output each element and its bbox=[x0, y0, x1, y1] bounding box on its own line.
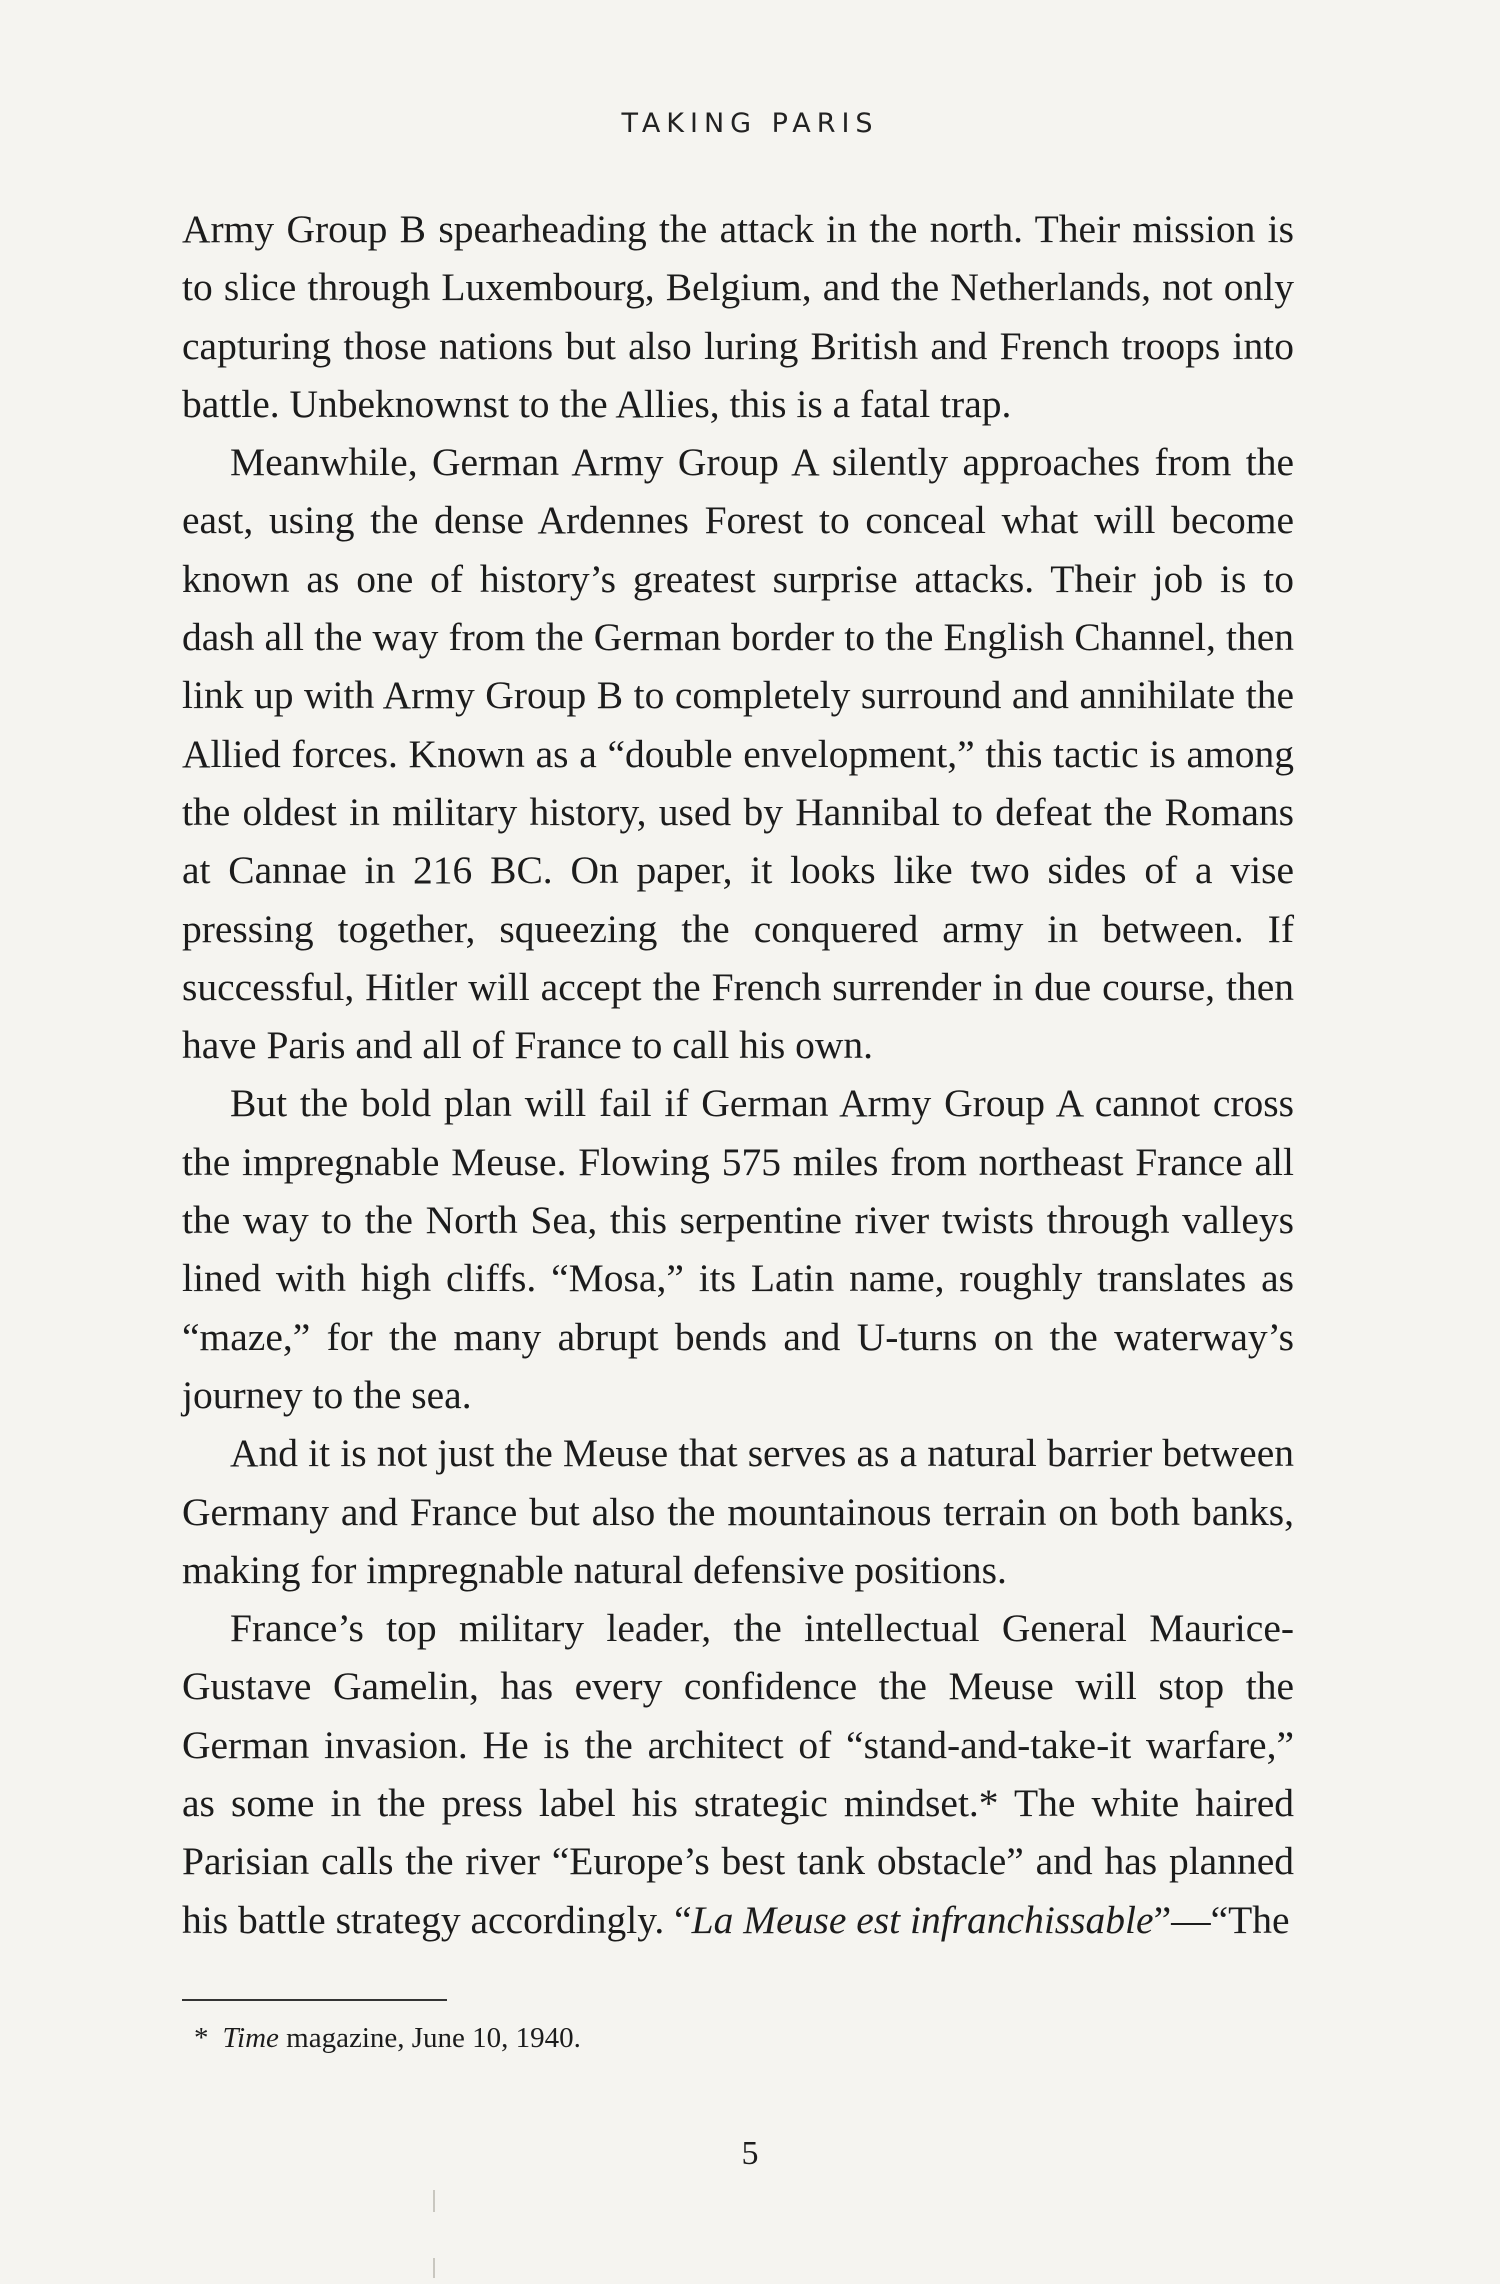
scan-mark bbox=[433, 2190, 435, 2212]
paragraph-5-text: France’s top military leader, the intellectual General Maurice-Gustave Gamelin, has every confidence the Meuse will stop the German invasion. He is the architect of “stand-and-take-it warfare,” as some in the press label his strategic mindset.* The white haired Parisian calls the river “Europe’s best tank obstacle” and has planned his battle strategy accordingly. “ bbox=[182, 1606, 1294, 1942]
footnote-italic: Time bbox=[222, 2022, 279, 2054]
footnote bbox=[194, 2018, 581, 2058]
paragraph-4: And it is not just the Meuse that serves as a natural barrier between Germany and France but also the mountainous terrain on both banks, making for impregnable natural defensive positions. bbox=[182, 1431, 1294, 1592]
paragraph-1: Army Group B spearheading the attack in the north. Their mission is to slice through Luxembourg, Belgium, and the Netherlands, not only capturing those nations but also luring British and French troops into battle. Unbeknownst to the Allies, this is a fatal trap. bbox=[182, 207, 1294, 426]
page-number: 5 bbox=[741, 2135, 759, 2172]
paragraph-5 bbox=[182, 1599, 1294, 1949]
footnote-text: magazine, June 10, 1940. bbox=[278, 2022, 581, 2054]
body-text bbox=[182, 200, 1294, 1949]
footnote-rule bbox=[182, 1999, 447, 2001]
paragraph-2: Meanwhile, German Army Group A silently approaches from the east, using the dense Ardennes Forest to conceal what will become known as one of history’s greatest surprise attacks. Their job is to dash all the way from the German border to the English Channel, then link up with Army Group B to completely surround and annihilate the Allied forces. Known as a “double envelopment,” this tactic is among the oldest in military history, used by Hannibal to defeat the Romans at Cannae in 216 BC. On paper, it looks like two sides of a vise pressing together, squeezing the conquered army in between. If successful, Hitler will accept the French surrender in due course, then have Paris and all of France to call his own. bbox=[182, 440, 1294, 1068]
paragraph-3: But the bold plan will fail if German Army Group A cannot cross the impregnable Meuse. Flowing 575 miles from northeast France all the way to the North Sea, this serpentine river twists through valleys lined with high cliffs. “Mosa,” its Latin name, roughly translates as “maze,” for the many abrupt bends and U-turns on the waterway’s journey to the sea. bbox=[182, 1081, 1294, 1417]
running-head: TAKING PARIS bbox=[621, 108, 879, 139]
scan-mark bbox=[433, 2258, 435, 2278]
paragraph-5-tail: ”—“The bbox=[1153, 1897, 1290, 1942]
paragraph-5-italic: La Meuse est infranchissable bbox=[691, 1897, 1154, 1942]
footnote-marker: * bbox=[194, 2022, 209, 2054]
